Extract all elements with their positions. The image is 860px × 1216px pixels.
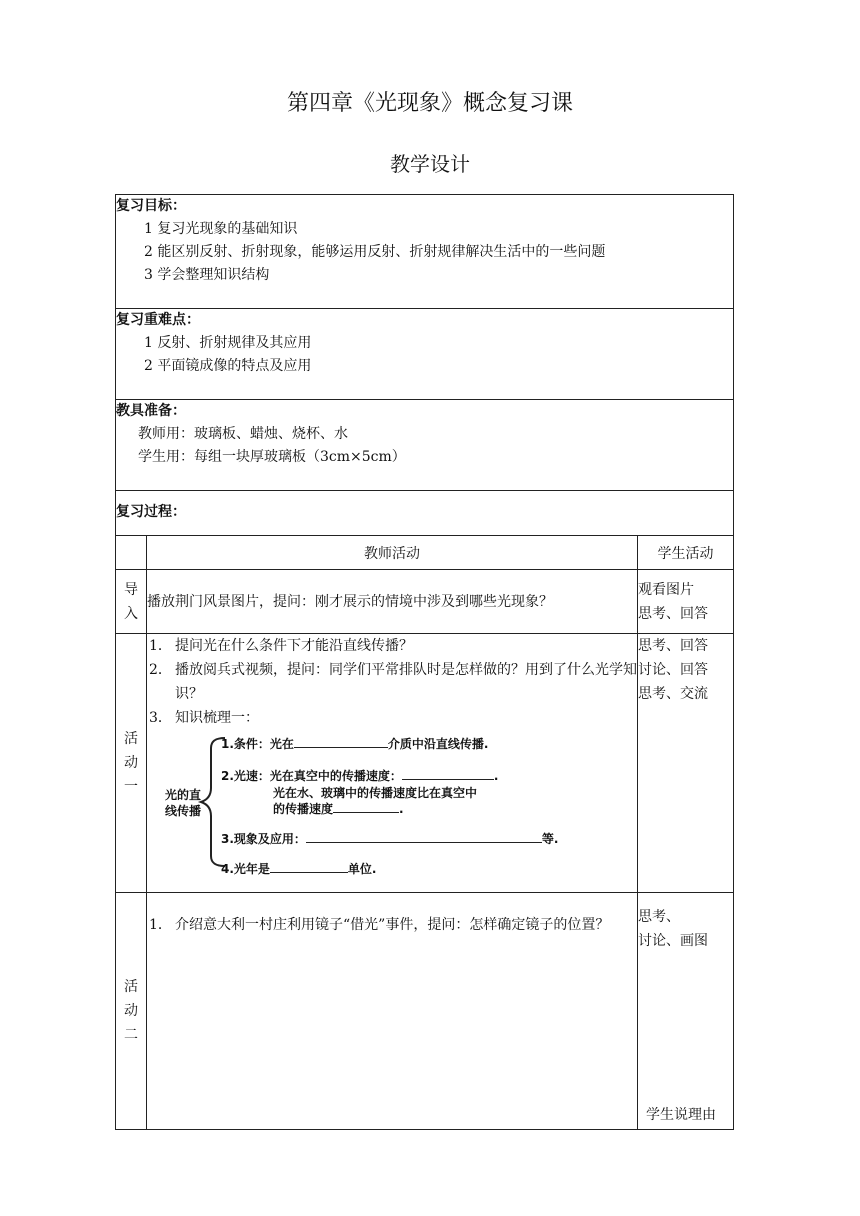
activity2-student-activity: 思考、 讨论、画图 学生说理由 xyxy=(638,893,734,1130)
document-subtitle: 教学设计 xyxy=(390,152,470,176)
process-row xyxy=(116,491,734,536)
teacher-activity-header: 教师活动 xyxy=(147,536,638,570)
activity2-teacher-activity xyxy=(147,893,638,1130)
diagram-branch-light-year: 4.光年是 单位. xyxy=(221,862,377,876)
key-points-heading: 复习重难点： xyxy=(116,312,200,328)
document-title: 第四章《光现象》概念复习课 xyxy=(286,91,573,116)
activity1-student-activity: 思考、回答 讨论、回答 思考、交流 xyxy=(638,634,734,893)
goals-section xyxy=(116,195,734,309)
goals-row xyxy=(116,195,734,309)
intro-student-activity: 观看图片 思考、回答 xyxy=(638,570,734,634)
fill-in-blank xyxy=(333,801,399,813)
list-item: 1． 介绍意大利一村庄利用镜子“借光”事件，提问：怎样确定镜子的位置？ xyxy=(149,917,610,933)
goal-item: 1 复习光现象的基础知识 xyxy=(144,221,298,237)
materials-section xyxy=(116,400,734,491)
key-point-item: 2 平面镜成像的特点及应用 xyxy=(144,358,312,374)
diagram-speed-line2: 光在水、玻璃中的传播速度比在真空中 xyxy=(273,786,478,800)
process-heading: 复习过程： xyxy=(116,504,186,520)
diagram-speed-line3: 的传播速度 . xyxy=(273,802,404,816)
column-header-row xyxy=(116,536,734,570)
material-item: 教师用：玻璃板、蜡烛、烧杯、水 xyxy=(138,426,348,442)
materials-heading: 教具准备： xyxy=(116,403,186,419)
list-item: 3． 知识梳理一： xyxy=(149,710,259,726)
goal-item: 3 学会整理知识结构 xyxy=(144,267,270,283)
student-activity-header: 学生活动 xyxy=(638,536,734,570)
goal-item: 2 能区别反射、折射现象，能够运用反射、折射规律解决生活中的一些问题 xyxy=(144,244,606,260)
diagram-branch-applications: 3.现象及应用： 等. xyxy=(221,832,559,846)
key-points-section xyxy=(116,309,734,400)
activity1-phase-label: 活 动 一 xyxy=(116,634,147,893)
activity2-phase-label: 活 动 二 xyxy=(116,893,147,1130)
materials-row xyxy=(116,400,734,491)
student-note: 学生说理由 xyxy=(646,1107,716,1123)
fill-in-blank xyxy=(402,768,494,780)
diagram-branch-condition: 1.条件：光在 介质中沿直线传播. xyxy=(221,737,489,751)
diagram-root-label: 光的直 线传播 xyxy=(165,788,202,818)
activity2-row xyxy=(116,893,734,1130)
phase-header-cell xyxy=(116,536,147,570)
goals-heading: 复习目标： xyxy=(116,198,186,214)
lesson-plan-table xyxy=(115,194,734,1130)
list-item: 1． 提问光在什么条件下才能沿直线传播？ xyxy=(149,638,413,654)
diagram-branch-speed: 2.光速：光在真空中的传播速度： . xyxy=(221,769,499,783)
intro-phase-label: 导 入 xyxy=(116,570,147,634)
activity1-row xyxy=(116,634,734,893)
fill-in-blank xyxy=(294,736,388,748)
fill-in-blank xyxy=(270,861,348,873)
key-points-row xyxy=(116,309,734,400)
key-point-item: 1 反射、折射规律及其应用 xyxy=(144,335,312,351)
intro-row xyxy=(116,570,734,634)
list-item: 2． 播放阅兵式视频，提问：同学们平常排队时是怎样做的？用到了什么光学知识？ xyxy=(149,662,637,702)
fill-in-blank xyxy=(306,831,542,843)
material-item: 学生用：每组一块厚玻璃板（3cm×5cm） xyxy=(138,449,406,465)
knowledge-map-diagram xyxy=(147,732,637,876)
activity1-teacher-activity xyxy=(147,634,638,893)
intro-teacher-activity: 播放荆门风景图片，提问：刚才展示的情境中涉及到哪些光现象？ xyxy=(147,570,638,634)
process-section xyxy=(116,491,734,536)
